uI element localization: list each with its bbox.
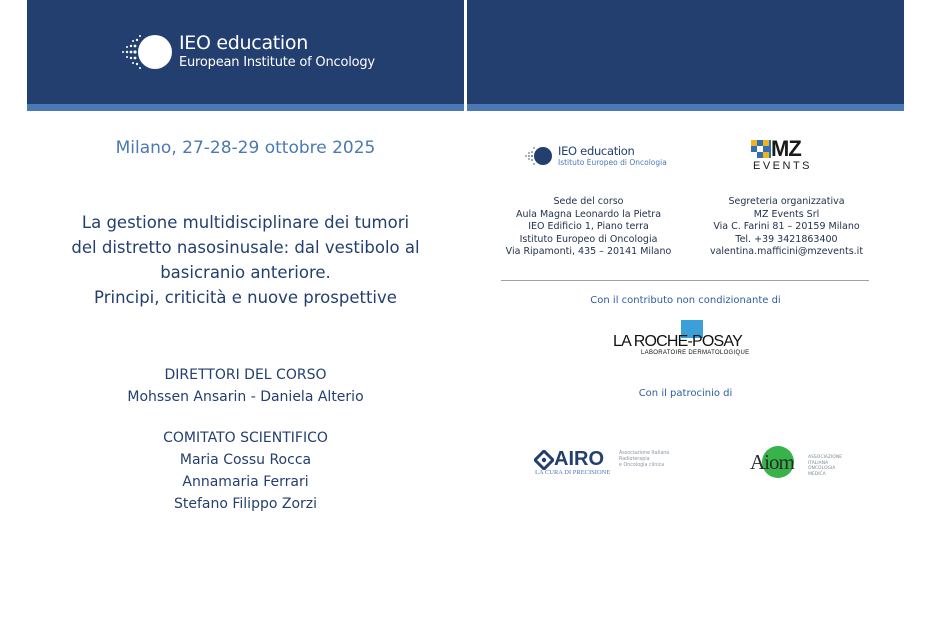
airo-side-line: Associazione Italiana — [619, 451, 670, 456]
committee-member: Maria Cossu Rocca — [179, 452, 312, 468]
ieo-education-logo-small — [524, 143, 674, 169]
airo-side-line: Radioterapia — [619, 457, 650, 462]
aiom-side-line: ASSOCIAZIONE — [808, 455, 843, 460]
mz-logo-sub: EVENTS — [753, 160, 813, 172]
venue-line: Aula Magna Leonardo la Pietra — [515, 208, 662, 220]
ieo-dots-icon — [524, 145, 552, 167]
la-roche-posay-sub: LABORATOIRE DERMATOLOGIQUE — [641, 350, 750, 356]
course-title-line: Principi, criticità e nuove prospettive — [94, 288, 397, 307]
secretariat-line: Segreteria organizzativa — [728, 196, 845, 207]
airo-side-line: e Oncologia clinica — [619, 463, 665, 468]
venue-line: IEO Edificio 1, Piano terra — [528, 221, 649, 233]
venue-line: Sede del corso — [553, 196, 624, 207]
logo-subtitle: European Institute of Oncology — [179, 55, 375, 70]
secretariat-line: Tel. +39 3421863400 — [735, 233, 838, 245]
la-roche-posay-logo — [613, 320, 773, 360]
left-panel — [27, 0, 464, 560]
directors-heading: DIRETTORI DEL CORSO — [164, 367, 327, 383]
directors-names: Mohssen Ansarin - Daniela Alterio — [127, 389, 364, 405]
aiom-name: Aiom — [750, 450, 794, 474]
airo-tagline: LA CURA DI PRECISIONE — [535, 469, 611, 476]
venue-line: Via Ripamonti, 435 – 20141 Milano — [505, 246, 672, 258]
patronage-label: Con il patrocinio di — [638, 388, 733, 399]
secretariat-info — [699, 196, 874, 259]
aiom-side-line: ONCOLOGIA — [808, 466, 836, 471]
ieo-education-logo — [119, 32, 389, 74]
right-header-accent-bar — [467, 104, 904, 111]
logo-title: IEO education — [179, 32, 308, 54]
committee-heading: COMITATO SCIENTIFICO — [163, 430, 328, 446]
venue-info — [501, 196, 676, 259]
aiom-side-line: ITALIANA — [808, 460, 829, 466]
la-roche-posay-name: LA ROCHE-POSAY — [613, 333, 742, 350]
secretariat-line: MZ Events Srl — [753, 208, 820, 220]
secretariat-line: Via C. Farini 81 – 20159 Milano — [713, 221, 860, 233]
course-title-line: La gestione multidisciplinare dei tumori — [81, 213, 410, 232]
aiom-side-line: MEDICA — [808, 471, 826, 477]
airo-side-text — [619, 451, 669, 469]
mz-events-logo — [751, 138, 821, 176]
venue-line: Istituto Europeo di Oncologia — [519, 233, 658, 245]
secretariat-email[interactable]: valentina.mafficini@mzevents.it — [709, 246, 864, 258]
left-header — [27, 0, 464, 104]
aiom-side-text — [808, 455, 842, 477]
mz-logo-mark: MZ — [771, 136, 801, 161]
course-title-line: basicranio anteriore. — [160, 263, 331, 282]
airo-diamond-icon — [534, 450, 554, 470]
left-header-accent-bar — [27, 104, 464, 111]
airo-name: AIRO — [554, 448, 604, 470]
course-date: Milano, 27-28-29 ottobre 2025 — [115, 138, 376, 158]
ieo-logo-title: IEO education — [558, 144, 635, 158]
right-panel — [467, 0, 904, 560]
aiom-logo — [750, 446, 843, 480]
airo-logo — [534, 448, 674, 480]
mz-pattern-icon — [751, 140, 771, 158]
directors-section — [27, 364, 464, 408]
right-header — [467, 0, 904, 104]
ieo-dots-icon — [119, 32, 173, 72]
contribution-label: Con il contributo non condizionante di — [590, 295, 781, 306]
ieo-logo-subtitle: Istituto Europeo di Oncologia — [558, 158, 667, 167]
course-title — [47, 210, 444, 310]
course-title-line: del distretto nasosinusale: dal vestibolo al — [71, 238, 420, 257]
committee-member: Annamaria Ferrari — [182, 474, 309, 490]
committee-member: Stefano Filippo Zorzi — [173, 496, 318, 512]
section-divider — [501, 280, 869, 281]
committee-section — [27, 427, 464, 515]
